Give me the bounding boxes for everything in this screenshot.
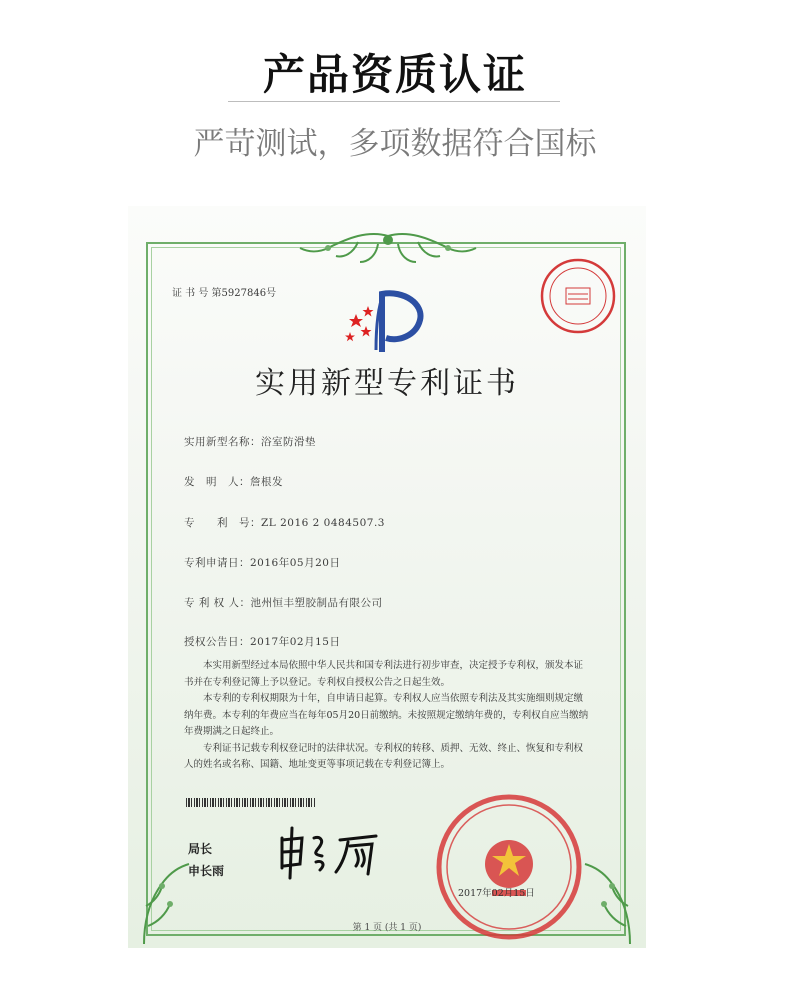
page-footer: 第 1 页 (共 1 页) [352,923,422,933]
field-grant-date [184,634,340,649]
field-label: 实用新型名称： [184,436,261,448]
director-label: 局长 [188,842,213,856]
field-patentee [184,595,383,610]
field-value: 池州恒丰塑胶制品有限公司 [250,597,383,609]
field-inventor [184,474,283,489]
field-application-date [184,555,340,570]
seal-date: 2017年02月15日 [458,888,535,899]
director-name: 申长雨 [188,864,225,878]
body-paragraph: 专利证书记载专利权登记时的法律状况。专利权的转移、质押、无效、终止、恢复和专利权人的姓名或名称、国籍、地址变更等事项记载在专利登记簿上。 [184,742,584,770]
field-label: 发 明 人： [184,476,250,488]
body-paragraph: 本专利的专利权期限为十年，自申请日起算。专利权人应当依照专利法及其实施细则规定缴纳年费。本专利的年费应当在每年05月20日前缴纳。未按照规定缴纳年费的，专利权自应当缴纳年费期满之日起终止。 [184,693,589,737]
field-value: 詹根发 [250,476,283,488]
director-signature-icon [276,824,396,880]
agency-stamp-icon [538,256,618,336]
field-label: 专 利 权 人： [184,597,251,609]
certificate-body [184,658,592,774]
barcode [186,798,316,807]
field-label: 专 利 号： [184,517,261,529]
page-subtitle: 严苛测试，多项数据符合国标 [193,126,597,162]
field-label: 授权公告日： [184,636,250,648]
field-value: 2017年02月15日 [250,636,341,648]
certificate-heading: 实用新型专利证书 [255,366,519,401]
top-ornament-icon [298,228,478,268]
title-divider [228,101,560,102]
field-value: ZL 2016 2 0484507.3 [261,517,385,529]
certificate-number: 证 书 号 第5927846号 [172,288,277,299]
field-utility-name [184,434,316,449]
body-paragraph: 本实用新型经过本局依照中华人民共和国专利法进行初步审查，决定授予专利权，颁发本证书并在专利登记簿上予以登记。专利权自授权公告之日起生效。 [184,660,584,688]
page-title: 产品资质认证 [262,50,527,99]
field-value: 2016年05月20日 [250,557,341,569]
patent-certificate [128,206,646,948]
field-label: 专利申请日： [184,557,250,569]
field-value: 浴室防滑垫 [261,436,316,448]
field-patent-number [184,515,385,530]
patent-office-logo-icon [342,286,432,356]
